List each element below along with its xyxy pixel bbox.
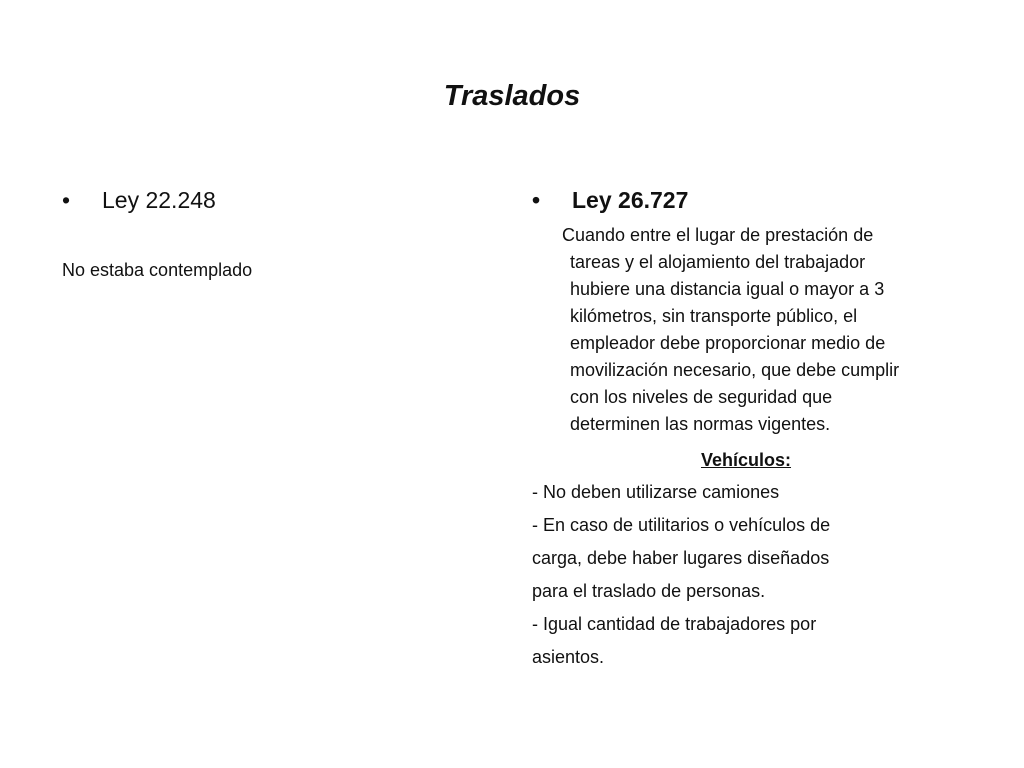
paragraph-line: kilómetros, sin transporte público, el <box>570 306 858 326</box>
paragraph-line: tareas y el alojamiento del trabajador <box>570 252 866 272</box>
paragraph-line: Cuando entre el lugar de prestación de <box>562 225 874 245</box>
list-item: carga, debe haber lugares diseñados <box>532 548 830 568</box>
left-bullet-label: Ley 22.248 <box>102 187 216 213</box>
vehicles-list <box>532 479 972 677</box>
paragraph-line: con los niveles de seguridad que <box>570 387 833 407</box>
bullet-dot-icon: • <box>532 187 541 213</box>
bullet-dot-icon: • <box>62 187 71 213</box>
paragraph-line: empleador debe proporcionar medio de <box>570 333 886 353</box>
left-body-text: No estaba contemplado <box>62 260 253 280</box>
paragraph-line: movilización necesario, que debe cumplir <box>570 360 900 380</box>
list-item: - En caso de utilitarios o vehículos de <box>532 515 831 535</box>
right-bullet-label: Ley 26.727 <box>572 187 689 213</box>
slide-title: Traslados <box>443 80 581 112</box>
vehicles-heading: Vehículos: <box>700 450 792 470</box>
list-item: - No deben utilizarse camiones <box>532 482 780 502</box>
paragraph-line: hubiere una distancia igual o mayor a 3 <box>570 279 885 299</box>
paragraph-line: determinen las normas vigentes. <box>570 414 831 434</box>
left-bullet <box>62 186 216 214</box>
right-bullet <box>532 186 688 214</box>
list-item: asientos. <box>532 647 605 667</box>
list-item: - Igual cantidad de trabajadores por <box>532 614 817 634</box>
right-paragraph <box>562 222 962 438</box>
list-item: para el traslado de personas. <box>532 581 766 601</box>
